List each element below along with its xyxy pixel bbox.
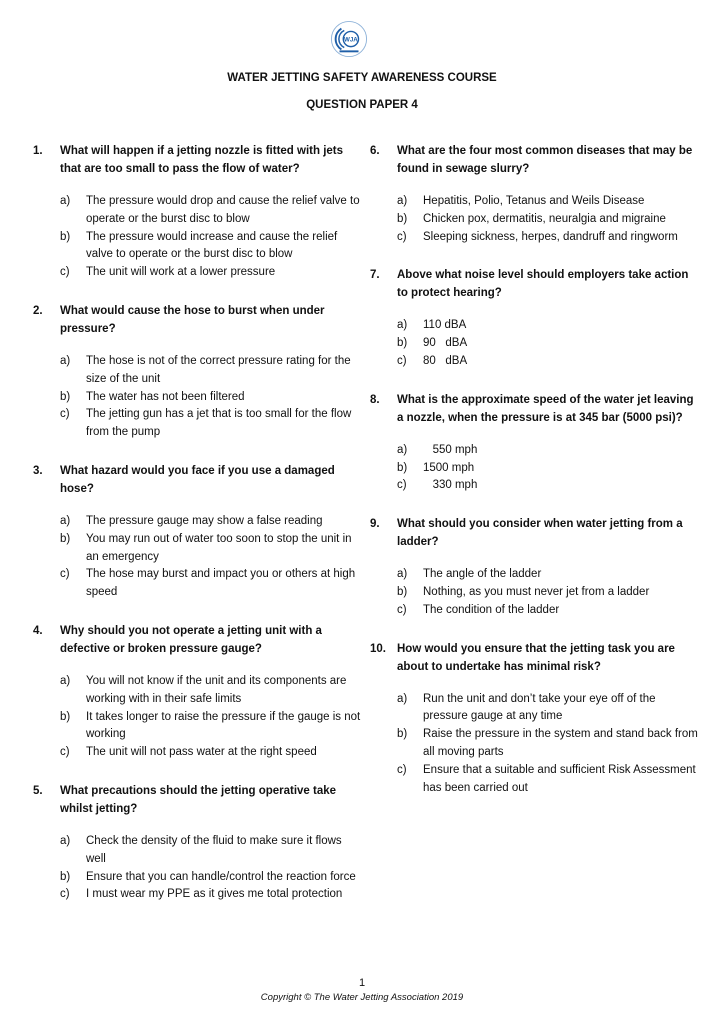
question-number: 10. (370, 642, 386, 655)
option-letter: c) (397, 603, 407, 616)
answer-options (370, 566, 700, 619)
answer-option (33, 513, 363, 531)
option-letter: a) (397, 568, 408, 581)
option-letter: b) (397, 728, 408, 741)
answer-option (370, 460, 700, 478)
question-text: Why should you not operate a jetting unit with a defective or broken pressure gauge? (60, 624, 322, 655)
answer-options (370, 691, 700, 798)
answer-option (370, 691, 700, 727)
option-letter: c) (397, 479, 407, 492)
question-text: How would you ensure that the jetting task you are about to undertake has minimal risk? (397, 642, 675, 673)
page-number: 1 (358, 977, 366, 989)
question-text: What would cause the hose to burst when under pressure? (60, 304, 325, 335)
question-text: Above what noise level should employers take action to protect hearing? (397, 269, 689, 300)
left-column (33, 142, 363, 904)
question-text: What hazard would you face if you use a damaged hose? (60, 464, 335, 495)
option-letter: a) (60, 674, 71, 687)
option-letter: c) (60, 568, 70, 581)
course-title: WATER JETTING SAFETY AWARENESS COURSE (227, 72, 497, 84)
option-letter: a) (397, 195, 408, 207)
answer-option (33, 833, 363, 869)
option-text: The hose is not of the correct pressure rating for the size of the unit (86, 354, 354, 385)
option-text: The unit will not pass water at the right speed (86, 746, 317, 759)
svg-text:WJA: WJA (344, 36, 358, 44)
option-text: Ensure that a suitable and sufficient Risk Assessment has been carried out (423, 763, 699, 794)
option-letter: a) (60, 354, 71, 367)
option-letter: c) (60, 408, 70, 421)
option-letter: b) (397, 585, 408, 598)
option-letter: b) (397, 337, 408, 350)
option-letter: b) (60, 230, 71, 243)
question-heading (33, 462, 363, 498)
answer-option (33, 353, 363, 389)
option-text: Sleeping sickness, herpes, dandruff and ringworm (423, 230, 678, 243)
option-letter: c) (397, 354, 407, 367)
answer-option (33, 869, 363, 887)
paper-title: QUESTION PAPER 4 (306, 99, 418, 111)
option-text: The unit will work at a lower pressure (86, 266, 276, 279)
answer-option (33, 673, 363, 709)
question-7 (370, 266, 700, 370)
question-number: 1. (33, 145, 43, 157)
answer-option (370, 193, 700, 211)
question-heading (33, 302, 363, 338)
option-text: Chicken pox, dermatitis, neuralgia and migraine (423, 212, 666, 225)
question-text: What is the approximate speed of the water jet leaving a nozzle, when the pressure is at 345 bar (5000 psi)? (397, 393, 694, 424)
question-text: What will happen if a jetting nozzle is fitted with jets that are too small to pass the flow of water? (60, 145, 344, 175)
option-text: The hose may burst and impact you or others at high speed (86, 568, 359, 599)
question-4 (33, 622, 363, 762)
option-text: The pressure gauge may show a false reading (86, 514, 323, 527)
answer-option (370, 566, 700, 584)
option-text: The jetting gun has a jet that is too small for the flow from the pump (86, 408, 355, 439)
option-text: 80 dBA (423, 354, 468, 367)
question-heading (370, 515, 700, 551)
option-letter: c) (60, 266, 70, 279)
question-number: 9. (370, 518, 380, 531)
answer-option (370, 317, 700, 335)
question-number: 3. (33, 464, 43, 477)
answer-option (370, 229, 700, 247)
answer-option (370, 335, 700, 353)
wja-logo (330, 20, 368, 58)
answer-options (33, 513, 363, 602)
answer-option (370, 442, 700, 460)
question-text: What are the four most common diseases that may be found in sewage slurry? (397, 145, 693, 175)
option-text: Check the density of the fluid to make sure it flows well (86, 834, 345, 865)
answer-option (370, 762, 700, 798)
option-text: 110 dBA (423, 319, 467, 332)
right-column (370, 142, 700, 797)
option-letter: a) (397, 443, 408, 456)
question-heading (370, 266, 700, 302)
question-number: 7. (370, 269, 380, 282)
option-text: You will not know if the unit and its components are working with in their safe limits (86, 674, 350, 705)
option-text: The angle of the ladder (423, 568, 542, 581)
question-8 (370, 391, 700, 495)
option-text: 550 mph (423, 443, 478, 456)
option-letter: c) (60, 746, 70, 759)
answer-option (33, 709, 363, 745)
answer-option (33, 229, 363, 265)
option-letter: c) (397, 763, 407, 776)
answer-option (370, 602, 700, 620)
option-text: 90 dBA (423, 337, 468, 350)
option-letter: a) (397, 692, 408, 705)
question-5 (33, 782, 363, 904)
option-text: It takes longer to raise the pressure if the gauge is not working (86, 710, 364, 741)
option-text: The pressure would increase and cause the relief valve to operate or the burst disc to blow (86, 230, 341, 261)
question-number: 8. (370, 393, 380, 406)
question-heading (33, 142, 363, 178)
option-text: 330 mph (423, 479, 478, 492)
question-6 (370, 142, 700, 246)
answer-option (33, 566, 363, 602)
option-text: Run the unit and don’t take your eye off of the pressure gauge at any time (423, 692, 659, 723)
answer-options (370, 193, 700, 246)
answer-option (370, 726, 700, 762)
copyright: Copyright © The Water Jetting Association 2019 (260, 992, 464, 1003)
question-heading (33, 622, 363, 658)
answer-options (33, 673, 363, 762)
question-number: 4. (33, 624, 43, 637)
option-text: You may run out of water too soon to stop the unit in an emergency (86, 532, 355, 563)
answer-option (33, 406, 363, 442)
answer-option (33, 193, 363, 229)
option-letter: c) (397, 230, 407, 243)
option-text: The pressure would drop and cause the relief valve to operate or the burst disc to blow (86, 195, 363, 225)
answer-option (33, 886, 363, 904)
option-letter: b) (60, 390, 71, 403)
question-heading (370, 391, 700, 427)
question-10 (370, 640, 700, 798)
question-1 (33, 142, 363, 282)
option-letter: c) (60, 888, 70, 901)
question-heading (370, 640, 700, 676)
answer-option (33, 389, 363, 407)
answer-options (33, 353, 363, 442)
answer-options (33, 193, 363, 282)
question-number: 5. (33, 784, 43, 797)
option-text: 1500 mph (423, 461, 475, 474)
answer-option (370, 353, 700, 371)
question-9 (370, 515, 700, 619)
answer-option (33, 531, 363, 567)
option-letter: a) (60, 834, 71, 847)
option-text: Nothing, as you must never jet from a ladder (423, 585, 650, 598)
option-text: The water has not been filtered (86, 390, 245, 403)
option-letter: a) (60, 195, 71, 207)
answer-options (33, 833, 363, 904)
option-text: I must wear my PPE as it gives me total protection (86, 888, 343, 901)
answer-option (370, 477, 700, 495)
option-letter: a) (397, 319, 408, 332)
question-text: What should you consider when water jetting from a ladder? (397, 518, 683, 549)
question-number: 2. (33, 304, 43, 317)
option-letter: b) (60, 710, 71, 723)
option-letter: b) (60, 870, 71, 883)
option-text: Hepatitis, Polio, Tetanus and Weils Disease (423, 195, 645, 207)
question-heading (33, 782, 363, 818)
option-letter: a) (60, 514, 71, 527)
question-3 (33, 462, 363, 602)
option-text: The condition of the ladder (423, 603, 560, 616)
answer-options (370, 442, 700, 495)
question-text: What precautions should the jetting operative take whilst jetting? (60, 784, 337, 815)
option-text: Raise the pressure in the system and stand back from all moving parts (423, 728, 702, 758)
answer-option (33, 264, 363, 282)
option-text: Ensure that you can handle/control the reaction force (86, 870, 356, 883)
question-2 (33, 302, 363, 442)
answer-option (33, 744, 363, 762)
question-number: 6. (370, 145, 380, 157)
option-letter: b) (397, 212, 408, 225)
option-letter: b) (60, 532, 71, 545)
option-letter: b) (397, 461, 408, 474)
answer-options (370, 317, 700, 370)
answer-option (370, 584, 700, 602)
answer-option (370, 211, 700, 229)
question-heading (370, 142, 700, 178)
